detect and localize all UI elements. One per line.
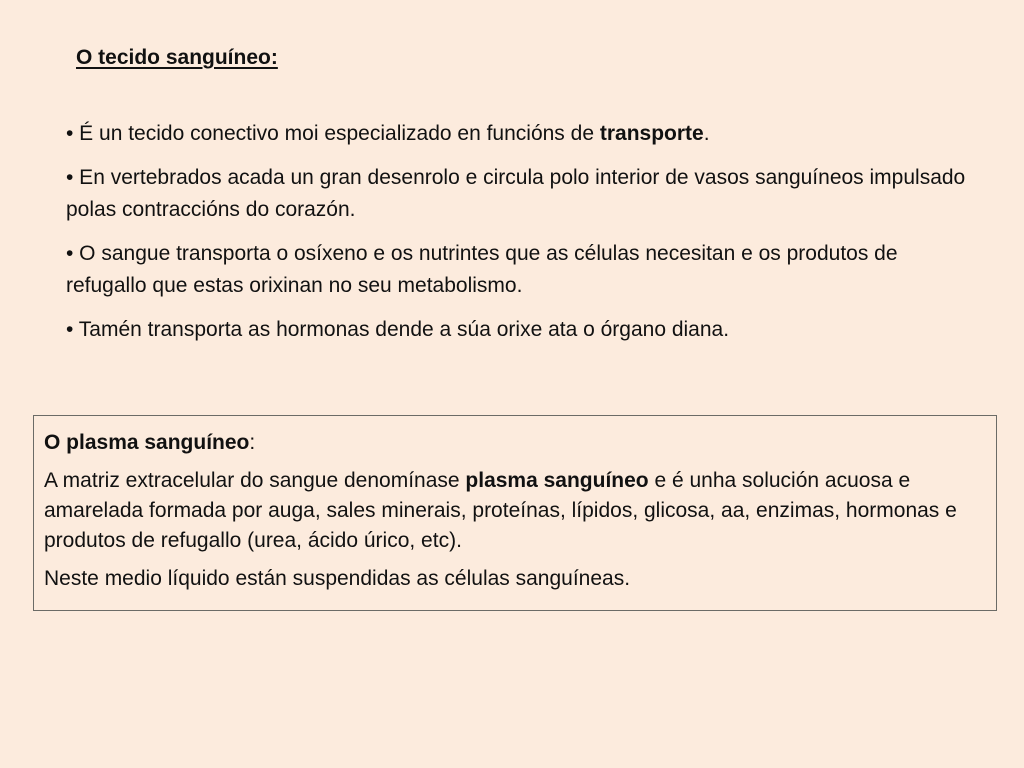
bullet-item-oxygen: • O sangue transporta o osíxeno e os nutrintes que as células necesitan e os produtos de refugallo que estas orixinan no seu metabolismo. — [66, 242, 898, 297]
plasma-heading-text: O plasma sanguíneo — [44, 431, 250, 454]
bullet-text-end: . — [703, 122, 710, 145]
plasma-description-start: A matriz extracelular do sangue denomínase — [44, 469, 466, 492]
plasma-bold-term: plasma sanguíneo — [465, 469, 649, 492]
plasma-description — [44, 466, 986, 556]
slide-title: O tecido sanguíneo: — [76, 46, 278, 69]
plasma-heading — [44, 428, 986, 458]
bullet-item-hormones: • Tamén transporta as hormonas dende a súa orixe ata o órgano diana. — [66, 318, 730, 341]
bullet-text: • É un tecido conectivo moi especializado en funcións de — [66, 122, 600, 145]
bullet-item-vertebrates: • En vertebrados acada un gran desenrolo e circula polo interior de vasos sanguíneos impulsado polas contraccións do corazón. — [66, 166, 966, 221]
bullet-item-transport — [66, 118, 966, 150]
plasma-heading-colon: : — [249, 431, 256, 454]
plasma-closing: Neste medio líquido están suspendidas as células sanguíneas. — [44, 567, 631, 590]
plasma-description-end: e é unha solución acuosa e amarelada formada por auga, sales minerais, proteínas, lípidos, glicosa, aa, enzimas, hormonas e produtos de refugallo (urea, ácido úrico, etc). — [44, 469, 957, 552]
bold-keyword: transporte — [599, 122, 704, 145]
plasma-info-box — [33, 415, 997, 611]
bullet-list — [66, 118, 966, 346]
